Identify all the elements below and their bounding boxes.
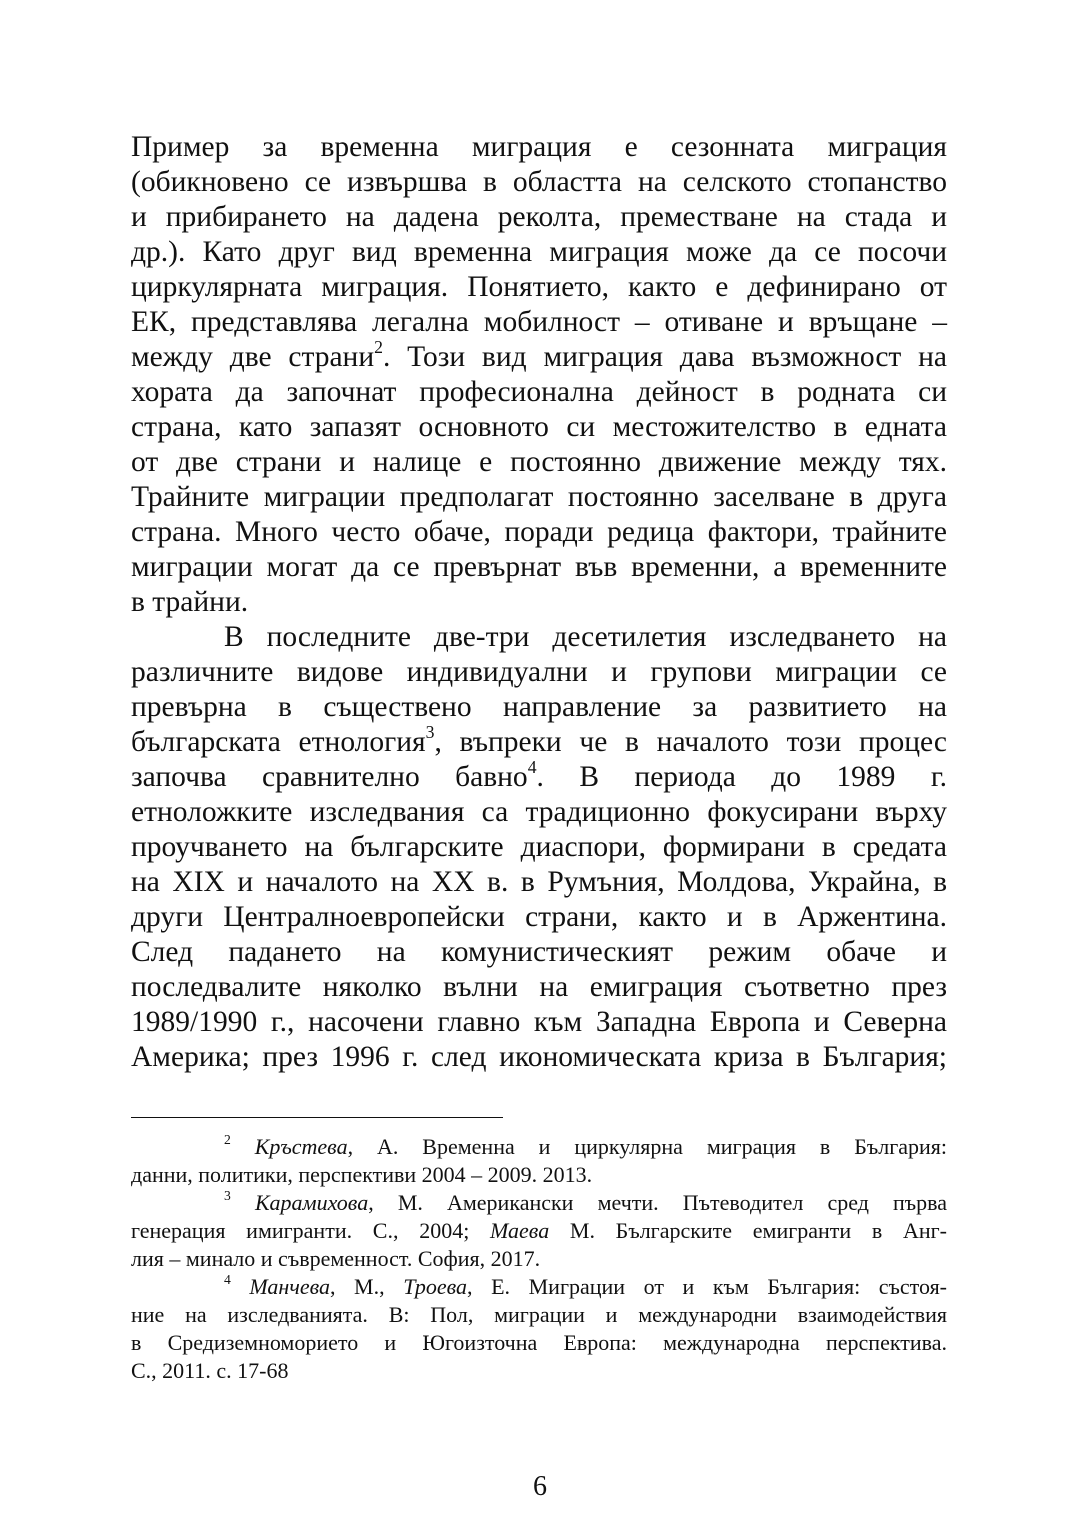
text-line — [131, 721, 947, 760]
text-fragment: между две страни — [131, 341, 375, 373]
text-line: Пример за временна миграция е сезонната миграция — [131, 131, 947, 163]
body-text — [131, 130, 947, 1075]
footnote-text: , М. Американски мечти. Пътеводител сред първа — [368, 1190, 948, 1215]
text-line: и прибирането на дадена реколта, преместване на стада и — [131, 201, 947, 233]
footnote-author: Троева — [403, 1274, 468, 1299]
footnote-text: в Средиземноморието и Югоизточна Европа: международна перспектива. — [131, 1330, 947, 1355]
footnote-number: 4 — [224, 1271, 231, 1287]
text-line: 1989/1990 г., насочени главно към Западна Европа и Северна — [131, 1006, 947, 1038]
footnote-number: 3 — [224, 1187, 231, 1203]
text-fragment: . Този вид миграция дава възможност на — [382, 341, 947, 373]
text-line: други Централноевропейски страни, както и в Аржентина. — [131, 901, 947, 933]
footnote-text: , М., — [329, 1274, 404, 1299]
footnote-text-line — [131, 1217, 947, 1245]
footnote-3 — [131, 1189, 947, 1217]
footnote-number: 2 — [224, 1131, 231, 1147]
footnote-text: , А. Временна и циркулярна миграция в България: — [347, 1134, 947, 1159]
text-line: циркулярната миграция. Понятието, както е дефинирано от — [131, 271, 947, 303]
text-line: След падането на комунистическият режим обаче и — [131, 936, 947, 968]
footnote-author: Маева — [490, 1218, 550, 1243]
text-fragment: българската етнология — [131, 726, 426, 758]
text-line: др.). Като друг вид временна миграция може да се посочи — [131, 236, 947, 268]
text-line: Трайните миграции предполагат постоянно заселване в друга — [131, 481, 947, 513]
text-line: (обикновено се извършва в областта на селското стопанство — [131, 166, 947, 198]
text-line: различните видове индивидуални и групови миграции се — [131, 656, 947, 688]
footnote-text: С., 2011. с. 17-68 — [131, 1358, 289, 1383]
footnote-text: , Е. Миграции от и към България: състоя- — [467, 1274, 948, 1299]
text-line: от две страни и налице е постоянно движение между тях. — [131, 446, 947, 478]
footnote-text: М. Българските емигранти в Анг- — [549, 1218, 948, 1243]
text-fragment: започва сравнително бавно — [131, 761, 528, 793]
footnote-author: Кръстева — [254, 1134, 348, 1159]
footnote-text: лия – минало и съвременност. София, 2017. — [131, 1246, 541, 1271]
text-line: страна. Много често обаче, поради редица фактори, трайните — [131, 516, 947, 548]
footnote-author: Манчева — [249, 1274, 330, 1299]
text-line: в трайни. — [131, 586, 249, 618]
text-line — [131, 336, 947, 375]
footnote-text: ние на изследванията. В: Пол, миграции и международни взаимодействия — [131, 1302, 947, 1327]
text-line: проучването на българските диаспори, формирани в средата — [131, 831, 947, 863]
text-fragment: . В периода до 1989 г. — [536, 761, 947, 793]
text-fragment: , въпреки че в началото този процес — [434, 726, 947, 758]
text-line: страна, като запазят основното си местожителство в едната — [131, 411, 947, 443]
text-line: на XIX и началото на XX в. в Румъния, Молдова, Украйна, в — [131, 866, 947, 898]
text-line: последвалите няколко вълни на емиграция съответно през — [131, 971, 947, 1003]
text-line — [131, 756, 947, 795]
footnote-text: данни, политики, перспективи 2004 – 2009. 2013. — [131, 1162, 593, 1187]
footnote-author: Карамихова — [254, 1190, 369, 1215]
text-line: миграции могат да се превърнат във временни, а временните — [131, 551, 947, 583]
paragraph-first-line: В последните две-три десетилетия изследването на — [224, 621, 947, 653]
footnote-ref-3[interactable]: 3 — [425, 721, 435, 742]
footnote-2 — [131, 1133, 947, 1161]
footnote-separator — [131, 1117, 503, 1118]
text-line: превърна в съществено направление за развитието на — [131, 691, 947, 723]
text-line: ЕК, представлява легална мобилност – отиване и връщане – — [131, 306, 947, 338]
page-number: 6 — [533, 1471, 547, 1502]
footnote-4 — [131, 1273, 947, 1301]
footnote-ref-4[interactable]: 4 — [527, 756, 537, 777]
footnote-ref-2[interactable]: 2 — [374, 336, 383, 357]
text-line: Америка; през 1996 г. след икономическата криза в България; — [131, 1041, 947, 1073]
footnote-text: генерация имигранти. С., 2004; — [131, 1218, 491, 1243]
text-line: хората да започнат професионална дейност в родната си — [131, 376, 947, 408]
text-line: етноложките изследвания са традиционно фокусирани върху — [131, 796, 947, 828]
footnotes — [131, 1133, 947, 1385]
